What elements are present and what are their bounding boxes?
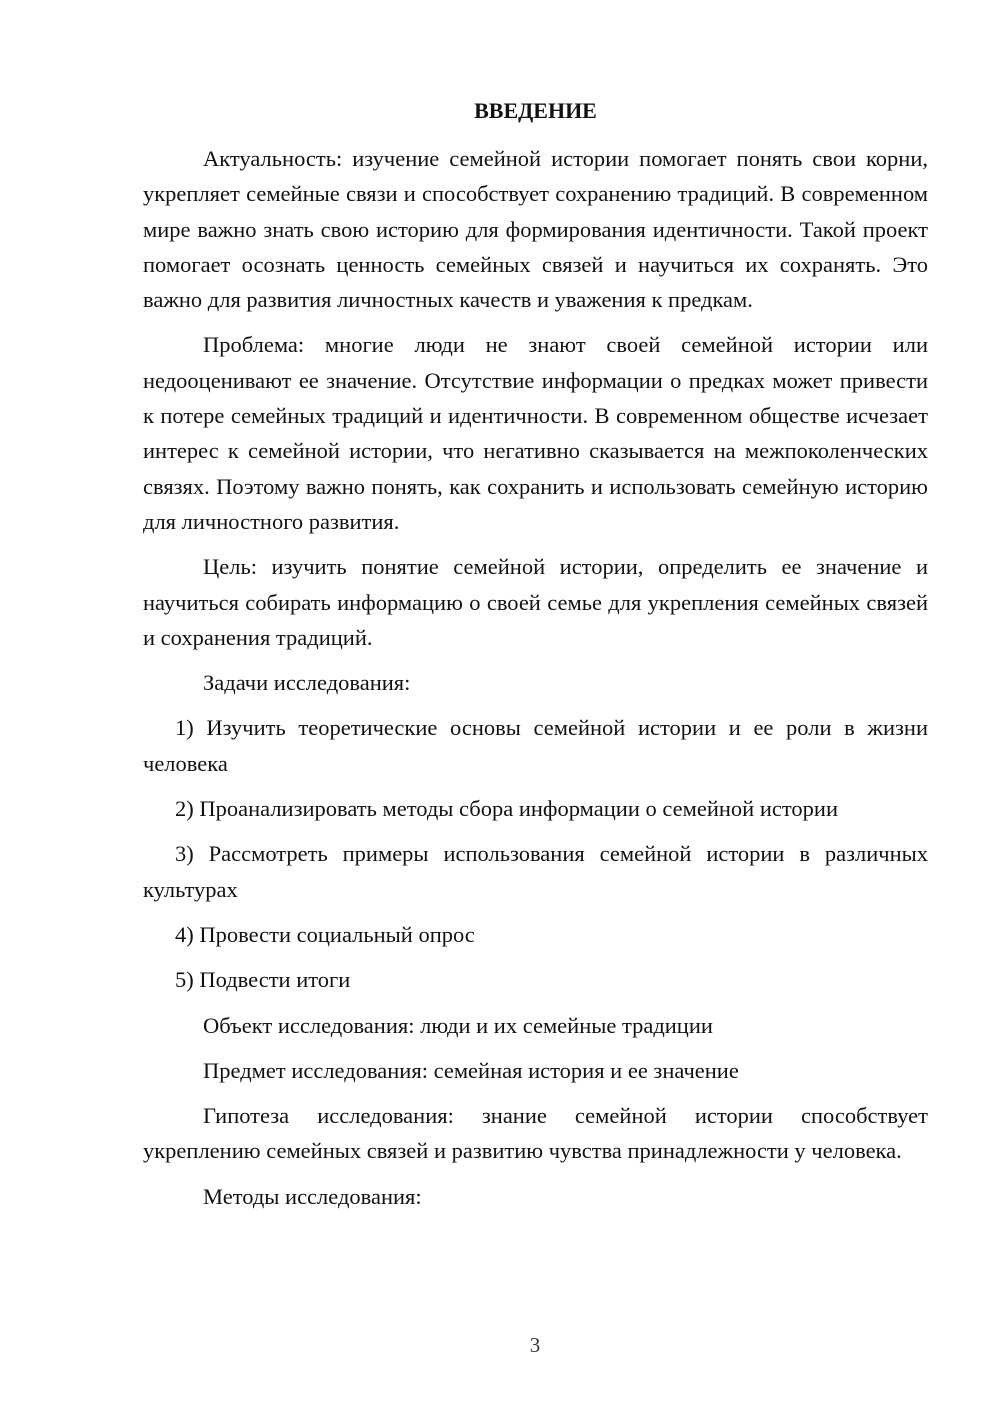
problem-paragraph: Проблема: многие люди не знают своей семейной истории или недооценивают ее значение. Отсутствие информации о предках может привести к потере семейных традиций и идентичности. В современном обществе исчезает интерес к семейной истории, что негативно сказывается на межпоколенческих связях. Поэтому важно понять, как сохранить и использовать семейную историю для личностного развития.: [143, 332, 928, 534]
subject-paragraph: Предмет исследования: семейная история и ее значение: [203, 1057, 739, 1083]
task-item: 4) Провести социальный опрос: [175, 921, 475, 947]
section-title: ВВЕДЕНИЕ: [474, 98, 597, 123]
methods-heading: Методы исследования:: [203, 1183, 422, 1209]
task-item: 5) Подвести итоги: [175, 967, 351, 993]
task-item: 1) Изучить теоретические основы семейной истории и ее роли в жизни человека: [143, 715, 928, 776]
document-page: [143, 96, 928, 1214]
page-number: 3: [529, 1333, 541, 1357]
hypothesis-paragraph: Гипотеза исследования: знание семейной истории способствует укреплению семейных связей и развитию чувства принадлежности у человека.: [143, 1103, 928, 1164]
task-item: 2) Проанализировать методы сбора информации о семейной истории: [175, 796, 838, 822]
relevance-paragraph: Актуальность: изучение семейной истории помогает понять свои корни, укрепляет семейные связи и способствует сохранению традиций. В современном мире важно знать свою историю для формирования идентичности. Такой проект помогает осознать ценность семейных связей и научиться их сохранять. Это важно для развития личностных качеств и уважения к предкам.: [143, 146, 928, 313]
goal-paragraph: Цель: изучить понятие семейной истории, определить ее значение и научиться собирать информацию о своей семье для укрепления семейных связей и сохранения традиций.: [143, 554, 928, 650]
tasks-list: [143, 710, 928, 997]
task-item: 3) Рассмотреть примеры использования семейной истории в различных культурах: [143, 841, 928, 902]
object-paragraph: Объект исследования: люди и их семейные традиции: [203, 1012, 713, 1038]
tasks-heading: Задачи исследования:: [203, 670, 411, 696]
